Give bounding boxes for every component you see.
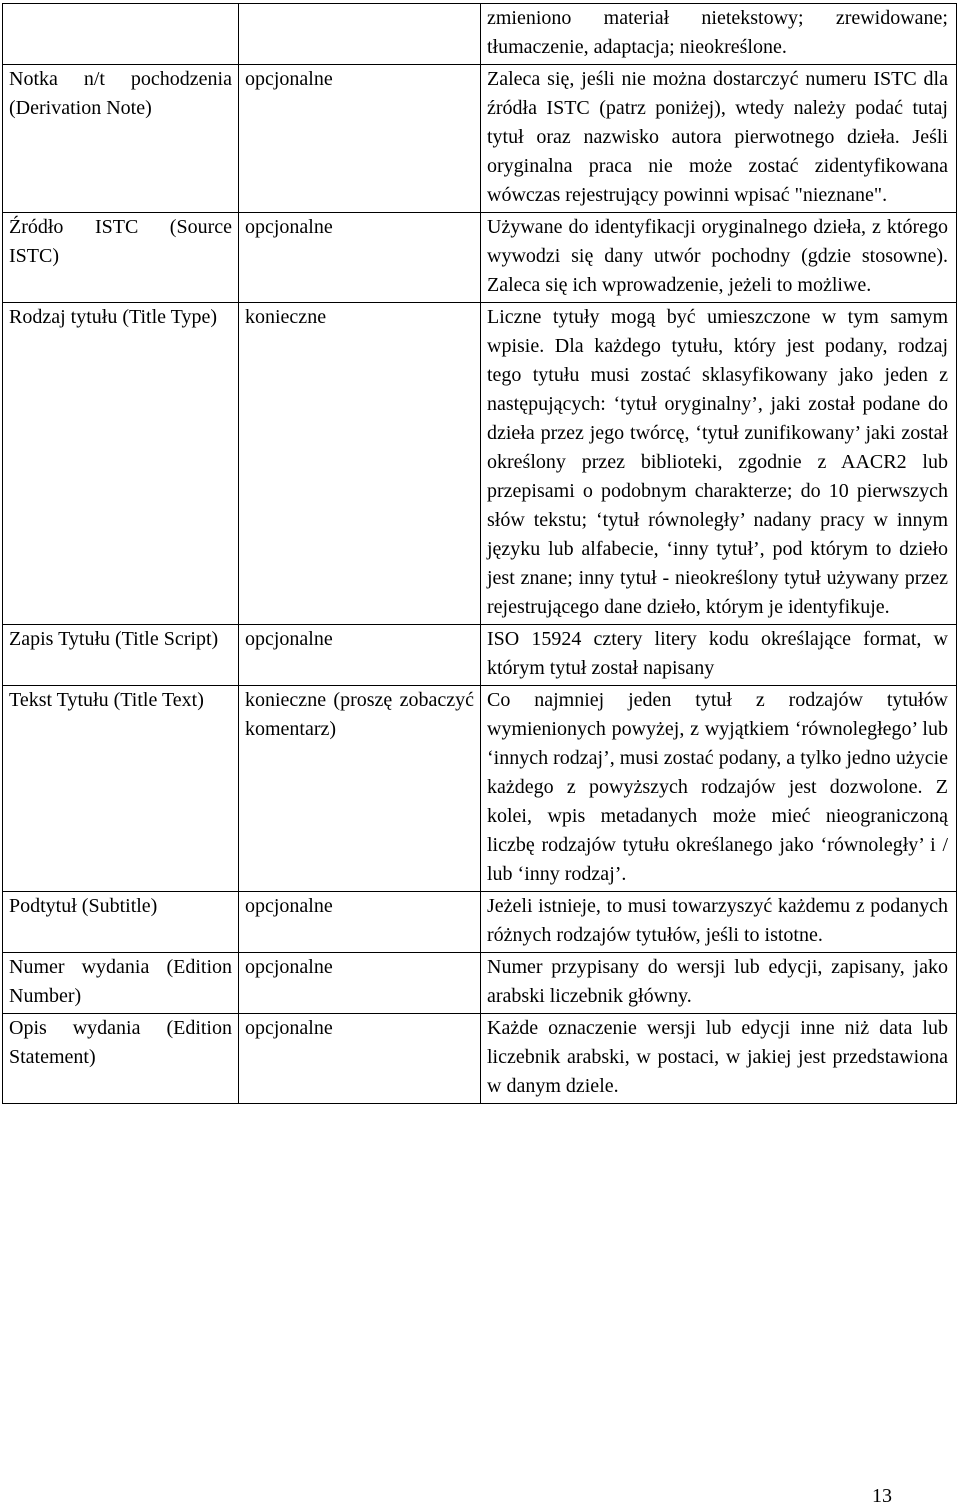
- table-row: [3, 213, 957, 303]
- metadata-fields-table: [2, 3, 957, 1104]
- requirement-cell: [239, 4, 481, 65]
- field-name-cell: Tekst Tytułu (Title Text): [3, 686, 239, 892]
- description-cell: ISO 15924 cztery litery kodu określające format, w którym tytuł został napisany: [481, 625, 957, 686]
- requirement-cell: opcjonalne: [239, 65, 481, 213]
- requirement-cell: opcjonalne: [239, 892, 481, 953]
- table-row: [3, 953, 957, 1014]
- table-row: [3, 625, 957, 686]
- description-cell: Zaleca się, jeśli nie można dostarczyć numeru ISTC dla źródła ISTC (patrz poniżej), wtedy należy podać tutaj tytuł oraz nazwisko autora pierwotnego dzieła. Jeśli oryginalna praca nie może zostać zidentyfikowana wówczas rejestrujący powinni wpisać "nieznane".: [481, 65, 957, 213]
- requirement-cell: opcjonalne: [239, 625, 481, 686]
- description-cell: Liczne tytuły mogą być umieszczone w tym samym wpisie. Dla każdego tytułu, który jest podany, rodzaj tego tytułu musi zostać sklasyfikowany jako jeden z następujących: ‘tytuł oryginalny’, jaki został podane do dzieła przez jego twórcę, ‘tytuł zunifikowany’ jaki został określony przez biblioteki, zgodnie z AACR2 lub przepisami o podobnym charakterze; do 10 pierwszych słów tekstu; ‘tytuł równoległy’ nadany pracy w innym języku lub alfabecie, ‘inny tytuł’, pod którym to dzieło jest znane; inny tytuł - nieokreślony tytuł używany przez rejestrującego dane dzieło, którym je identyfikuje.: [481, 303, 957, 625]
- field-name-cell: Notka n/t pochodzenia (Derivation Note): [3, 65, 239, 213]
- description-cell: zmieniono materiał nietekstowy; zrewidowane; tłumaczenie, adaptacja; nieokreślone.: [481, 4, 957, 65]
- requirement-cell: opcjonalne: [239, 953, 481, 1014]
- table-row: [3, 892, 957, 953]
- page-number: 13: [872, 1485, 892, 1507]
- field-name-cell: Źródło ISTC (Source ISTC): [3, 213, 239, 303]
- requirement-cell: opcjonalne: [239, 213, 481, 303]
- description-cell: Co najmniej jeden tytuł z rodzajów tytułów wymienionych powyżej, z wyjątkiem ‘równoległego’ lub ‘innych rodzaj’, musi zostać podany, a tylko jedno użycie każdego z powyższych rodzajów jest dozwolone. Z kolei, wpis metadanych może mieć nieograniczoną liczbę rodzajów tytułu określanego jako ‘równoległy’ i / lub ‘inny rodzaj’.: [481, 686, 957, 892]
- table-row: [3, 1014, 957, 1104]
- field-name-cell: Zapis Tytułu (Title Script): [3, 625, 239, 686]
- field-name-cell: [3, 4, 239, 65]
- requirement-cell: konieczne: [239, 303, 481, 625]
- description-cell: Każde oznaczenie wersji lub edycji inne niż data lub liczebnik arabski, w postaci, w jakiej jest przedstawiona w danym dziele.: [481, 1014, 957, 1104]
- field-name-cell: Opis wydania (Edition Statement): [3, 1014, 239, 1104]
- field-name-cell: Podtytuł (Subtitle): [3, 892, 239, 953]
- description-cell: Używane do identyfikacji oryginalnego dzieła, z którego wywodzi się dany utwór pochodny (gdzie stosowne). Zaleca się ich wprowadzenie, jeżeli to możliwe.: [481, 213, 957, 303]
- description-cell: Numer przypisany do wersji lub edycji, zapisany, jako arabski liczebnik główny.: [481, 953, 957, 1014]
- table-row: [3, 65, 957, 213]
- requirement-cell: konieczne (proszę zobaczyć komentarz): [239, 686, 481, 892]
- description-cell: Jeżeli istnieje, to musi towarzyszyć każdemu z podanych różnych rodzajów tytułów, jeśli to istotne.: [481, 892, 957, 953]
- requirement-cell: opcjonalne: [239, 1014, 481, 1104]
- table-row: [3, 686, 957, 892]
- field-name-cell: Rodzaj tytułu (Title Type): [3, 303, 239, 625]
- field-name-cell: Numer wydania (Edition Number): [3, 953, 239, 1014]
- table-row: [3, 4, 957, 65]
- table-row: [3, 303, 957, 625]
